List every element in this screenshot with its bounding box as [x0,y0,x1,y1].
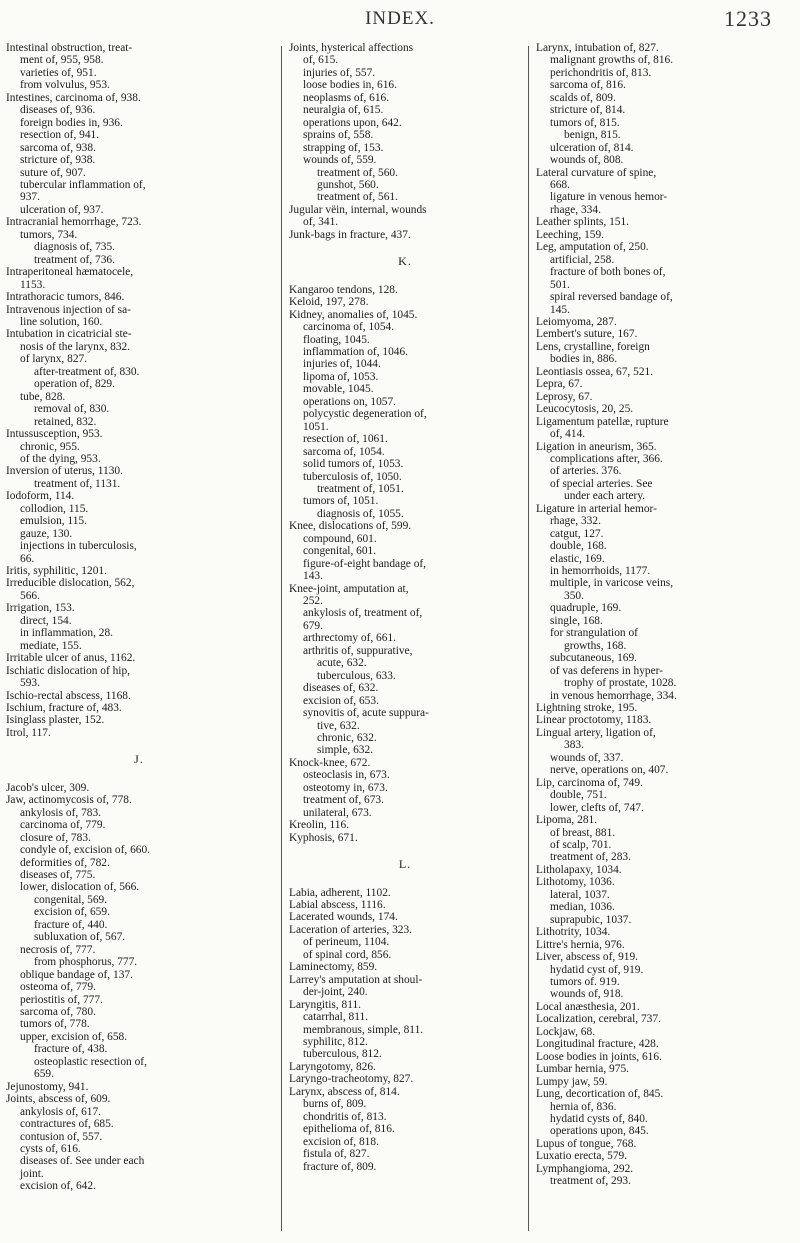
index-entry: Lupus of tongue, 768. [536,1137,637,1150]
index-subentry: single, 168. [550,614,603,627]
index-column-1 [6,42,272,1237]
index-entry: Ligation in aneurism, 365. [536,440,657,453]
index-subentry: fracture of, 440. [34,918,108,931]
index-entry: Littre's hernia, 976. [536,938,625,951]
index-entry: Longitudinal fracture, 428. [536,1038,659,1051]
index-subentry: treatment of, 561. [317,191,398,204]
index-subentry: from phosphorus, 777. [34,956,138,969]
index-subentry: sarcoma of, 816. [550,79,626,92]
index-subentry: simple, 632. [317,744,374,757]
index-subentry: ment of, 955, 958. [20,54,104,67]
index-entry: Lingual artery, ligation of, [536,726,656,739]
index-entry: Lumbar hernia, 975. [536,1063,629,1076]
index-entry: Luxatio erecta, 579. [536,1150,628,1163]
index-entry: Lacerated wounds, 174. [289,911,398,924]
index-subentry: double, 168. [550,540,607,553]
index-subentry: chronic, 632. [317,732,377,745]
index-entry: Local anæsthesia, 201. [536,1000,640,1013]
index-subentry: operations on, 1057. [303,395,397,408]
index-subentry: chronic, 955. [20,440,80,453]
index-entry: Lithotrity, 1034. [536,926,611,939]
index-entry: Intrathoracic tumors, 846. [6,291,125,304]
index-subentry: congenital, 601. [303,545,377,558]
index-entry: Ligamentum patellæ, rupture [536,415,669,428]
index-subentry: ankylosis of, treatment of, [303,607,423,620]
index-subentry: treatment of, 1051. [317,482,404,495]
index-subentry: of, 414. [550,428,586,441]
index-subentry: neuralgia of, 615. [303,104,384,117]
index-subentry: for strangulation of [550,627,638,640]
index-entry: Leg, amputation of, 250. [536,241,649,254]
index-subentry: hydatid cysts of, 840. [550,1112,648,1125]
index-subentry: 937. [20,191,40,204]
index-entry: Knee, dislocations of, 599. [289,520,412,533]
index-entry: Ischiatic dislocation of hip, [6,664,131,677]
index-entry: Iritis, syphilitic, 1201. [6,565,107,578]
index-subentry: acute, 632. [317,657,367,670]
index-entry: Knock-knee, 672. [289,756,371,769]
index-entry: Lithotomy, 1036. [536,876,615,889]
index-entry: Larrey's amputation at shoul- [289,973,423,986]
index-subentry: joint. [20,1167,44,1180]
index-subentry: after-treatment of, 830. [34,365,140,378]
index-entry: Jugular vëin, internal, wounds [289,203,427,216]
index-entry: Jejunostomy, 941. [6,1080,89,1093]
index-subentry: tuberculosis of, 1050. [303,470,402,483]
index-subentry: spiral reversed bandage of, [550,291,673,304]
index-subentry: quadruple, 169. [550,602,622,615]
index-entry: Irreducible dislocation, 562, [6,577,135,590]
index-entry: Intestines, carcinoma of, 938. [6,91,141,104]
index-subentry: rhage, 332. [550,515,601,528]
index-entry: Irrigation, 153. [6,602,75,615]
index-subentry: 143. [303,570,323,583]
index-subentry: benign, 815. [564,129,621,142]
section-letter: J. [134,752,144,767]
index-entry: Labia, adherent, 1102. [289,886,391,899]
index-subentry: arthritis of, suppurative, [303,644,413,657]
index-subentry: mediate, 155. [20,639,82,652]
index-subentry: nerve, operations on, 407. [550,764,669,777]
index-entry: Larynx, abscess of, 814. [289,1085,400,1098]
index-subentry: under each artery. [564,490,646,503]
index-subentry: treatment of, 283. [550,851,631,864]
index-column-3 [536,42,788,1237]
index-subentry: subcutaneous, 169. [550,652,637,665]
index-subentry: burns of, 809. [303,1098,367,1111]
index-subentry: osteotomy in, 673. [303,781,388,794]
index-subentry: artificial, 258. [550,253,615,266]
index-subentry: scalds of, 809. [550,91,616,104]
column-divider [281,46,282,1231]
index-subentry: of, 341. [303,216,339,229]
index-subentry: excision of, 653. [303,694,379,707]
index-subentry: from volvulus, 953. [20,79,110,92]
index-subentry: of spinal cord, 856. [303,948,392,961]
index-subentry: hydatid cyst of, 919. [550,963,644,976]
index-subentry: condyle of, excision of, 660. [20,844,151,857]
index-entry: Localization, cerebral, 737. [536,1013,661,1026]
index-subentry: treatment of, 1131. [34,477,121,490]
index-entry: Iodoform, 114. [6,490,75,503]
index-subentry: chondritis of, 813. [303,1110,387,1123]
index-subentry: diseases of. See under each [20,1155,145,1168]
index-entry: Lens, crystalline, foreign [536,340,650,353]
index-subentry: retained, 832. [34,415,97,428]
index-entry: Leiomyoma, 287. [536,315,617,328]
index-entry: Kyphosis, 671. [289,831,358,844]
index-entry: Kreolin, 116. [289,819,350,832]
index-subentry: catgut, 127. [550,527,604,540]
index-subentry: lipoma of, 1053. [303,370,379,383]
index-subentry: excision of, 642. [20,1180,96,1193]
index-subentry: floating, 1045. [303,333,370,346]
index-subentry: of the dying, 953. [20,452,101,465]
index-subentry: treatment of, 673. [303,794,384,807]
index-subentry: operations upon, 642. [303,116,402,129]
index-subentry: 1051. [303,420,329,433]
column-divider [528,46,529,1231]
index-entry: Kidney, anomalies of, 1045. [289,308,418,321]
index-subentry: diseases of, 936. [20,104,96,117]
index-subentry: wounds of, 559. [303,154,377,167]
index-subentry: periostitis of, 777. [20,993,103,1006]
index-subentry: tumors of. 919. [550,975,620,988]
index-subentry: median, 1036. [550,901,615,914]
index-subentry: ulceration of, 814. [550,141,634,154]
index-entry: Laryngotomy, 826. [289,1060,376,1073]
index-entry: Leeching, 159. [536,228,605,241]
index-subentry: osteoma of, 779. [20,981,96,994]
index-subentry: upper, excision of, 658. [20,1030,128,1043]
index-subentry: nosis of the larynx, 832. [20,340,131,353]
running-title: INDEX. [365,8,435,29]
index-subentry: 1153. [20,278,46,291]
index-entry: Intubation in cicatricial ste- [6,328,132,341]
index-subentry: sarcoma of, 1054. [303,445,385,458]
index-subentry: direct, 154. [20,614,72,627]
index-entry: Ligature in arterial hemor- [536,502,657,515]
index-subentry: diseases of, 632. [303,682,379,695]
index-entry: Laminectomy, 859. [289,961,378,974]
index-entry: Larynx, intubation of, 827. [536,42,659,54]
index-subentry: injections in tuberculosis, [20,540,137,553]
index-subentry: lateral, 1037. [550,888,610,901]
index-subentry: diagnosis of, 735. [34,241,115,254]
index-entry: Intraperitoneal hæmatocele, [6,266,134,279]
index-subentry: injuries of, 557. [303,66,376,79]
index-entry: Labial abscess, 1116. [289,899,386,911]
index-subentry: compound, 601. [303,532,377,545]
index-subentry: gunshot, 560. [317,178,379,191]
index-subentry: injuries of, 1044. [303,358,381,371]
index-subentry: tive, 632. [317,719,360,732]
index-subentry: excision of, 818. [303,1135,379,1148]
index-subentry: 350. [564,589,584,602]
index-subentry: wounds of, 808. [550,154,624,167]
index-subentry: of arteries. 376. [550,465,622,478]
page-header [0,0,800,40]
index-entry: Leontiasis ossea, 67, 521. [536,365,654,378]
index-subentry: growths, 168. [564,639,627,652]
index-subentry: rhage, 334. [550,203,601,216]
index-entry: Lightning stroke, 195. [536,702,638,715]
index-subentry: synovitis of, acute suppura- [303,707,429,720]
index-entry: Lip, carcinoma of, 749. [536,776,643,789]
index-entry: Laryngitis, 811. [289,998,362,1011]
index-entry: Inversion of uterus, 1130. [6,465,123,478]
index-subentry: stricture of, 814. [550,104,626,117]
index-subentry: collodion, 115. [20,502,89,515]
index-entry: Lembert's suture, 167. [536,328,638,341]
index-subentry: syphilitc, 812. [303,1035,368,1048]
index-entry: Leucocytosis, 20, 25. [536,403,634,416]
index-subentry: diseases of, 775. [20,869,96,881]
index-subentry: membranous, simple, 811. [303,1023,424,1036]
index-entry: Jaw, actinomycosis of, 778. [6,794,132,807]
index-entry: Intracranial hemorrhage, 723. [6,216,142,229]
index-subentry: cysts of, 616. [20,1142,81,1155]
index-column-2 [289,42,521,1237]
index-entry: Leather splints, 151. [536,216,630,229]
index-subentry: deformities of, 782. [20,856,110,869]
index-subentry: 593. [20,677,40,690]
index-subentry: epithelioma of, 816. [303,1123,395,1136]
index-subentry: operations upon, 845. [550,1125,649,1138]
index-subentry: bodies in, 886. [550,353,618,366]
index-entry: Keloid, 197, 278. [289,296,369,309]
index-subentry: sarcoma of, 938. [20,141,96,154]
index-subentry: 501. [550,278,570,291]
index-subentry: resection of, 941. [20,129,100,142]
index-subentry: solid tumors of, 1053. [303,458,404,471]
index-entry: Irritable ulcer of anus, 1162. [6,652,136,665]
index-subentry: fracture of both bones of, [550,266,666,279]
index-subentry: tumors of, 815. [550,116,620,129]
index-entry: Ischium, fracture of, 483. [6,702,122,715]
index-entry: Kangaroo tendons, 128. [289,283,398,296]
index-subentry: of, 615. [303,54,339,67]
index-subentry: catarrhal, 811. [303,1011,369,1024]
index-entry: Laceration of arteries, 323. [289,923,413,936]
index-subentry: in venous hemorrhage, 334. [550,689,677,702]
index-subentry: resection of, 1061. [303,433,388,446]
index-subentry: loose bodies in, 616. [303,79,397,92]
index-entry: Leprosy, 67. [536,390,593,403]
index-entry: Lepra, 67. [536,378,583,391]
index-subentry: closure of, 783. [20,831,91,844]
index-subentry: treatment of, 560. [317,166,398,179]
index-subentry: treatment of, 736. [34,253,115,266]
index-entry: Litholapaxy, 1034. [536,863,622,876]
index-entry: Ischio-rectal abscess, 1168. [6,689,131,702]
index-entry: Lung, decortication of, 845. [536,1088,664,1101]
index-subentry: unilateral, 673. [303,806,372,819]
index-subentry: of scalp, 701. [550,839,612,851]
index-subentry: sarcoma of, 780. [20,1005,96,1018]
index-entry: Joints, abscess of, 609. [6,1093,111,1106]
index-entry: Intussusception, 953. [6,428,103,441]
index-subentry: tube, 828. [20,390,66,403]
index-subentry: varieties of, 951. [20,66,97,79]
index-entry: Lipoma, 281. [536,814,598,827]
index-subentry: emulsion, 115. [20,515,87,528]
index-subentry: operation of, 829. [34,378,115,391]
index-subentry: 145. [550,303,570,316]
index-entry: Lateral curvature of spine, [536,166,657,179]
index-subentry: fracture of, 438. [34,1043,108,1056]
index-subentry: carcinoma of, 779. [20,819,106,832]
index-subentry: der-joint, 240. [303,986,368,999]
index-subentry: lower, clefts of, 747. [550,801,644,814]
index-subentry: osteoclasis in, 673. [303,769,390,782]
index-subentry: suprapubic, 1037. [550,913,632,926]
index-subentry: stricture of, 938. [20,154,96,167]
index-entry: Junk-bags in fracture, 437. [289,228,411,241]
index-entry: Lumpy jaw, 59. [536,1075,608,1088]
index-subentry: multiple, in varicose veins, [550,577,674,590]
index-entry: Joints, hysterical affections [289,42,414,54]
index-subentry: oblique bandage of, 137. [20,968,133,981]
index-entry: Laryngo-tracheotomy, 827. [289,1073,414,1086]
index-subentry: ankylosis of, 783. [20,806,101,819]
section-letter: L. [398,857,412,872]
index-subentry: fracture of, 809. [303,1160,377,1173]
index-subentry: 66. [20,552,35,565]
index-subentry: osteoplastic resection of, [34,1055,147,1068]
index-subentry: contractures of, 685. [20,1118,114,1131]
index-subentry: contusion of, 557. [20,1130,103,1143]
index-subentry: neoplasms of, 616. [303,91,390,104]
index-subentry: inflammation of, 1046. [303,345,409,358]
index-subentry: carcinoma of, 1054. [303,321,395,334]
index-subentry: perichondritis of, 813. [550,66,652,79]
index-subentry: tumors, 734. [20,228,78,241]
index-subentry: 679. [303,619,323,632]
index-subentry: foreign bodies in, 936. [20,116,123,129]
index-subentry: ankylosis of, 617. [20,1105,101,1118]
index-subentry: excision of, 659. [34,906,110,919]
index-entry: Itrol, 117. [6,726,51,739]
index-entry: Intestinal obstruction, treat- [6,42,133,54]
index-subentry: complications after, 366. [550,452,663,465]
index-subentry: 566. [20,589,40,602]
index-subentry: trophy of prostate, 1028. [564,677,677,690]
index-entry: Loose bodies in joints, 616. [536,1050,662,1063]
index-subentry: of breast, 881. [550,826,616,839]
index-subentry: ulceration of, 937. [20,203,104,216]
index-subentry: line solution, 160. [20,315,103,328]
index-entry: Jacob's ulcer, 309. [6,781,90,794]
index-entry: Linear proctotomy, 1183. [536,714,652,727]
index-subentry: of perineum, 1104. [303,936,390,949]
index-subentry: strapping of, 153. [303,141,384,154]
index-subentry: wounds of, 337. [550,751,624,764]
index-entry: Isinglass plaster, 152. [6,714,105,727]
index-subentry: of vas deferens in hyper- [550,664,663,677]
index-subentry: gauze, 130. [20,527,73,540]
index-subentry: polycystic degeneration of, [303,408,427,421]
index-subentry: diagnosis of, 1055. [317,507,404,520]
index-subentry: tuberculous, 633. [317,669,396,682]
index-subentry: elastic, 169. [550,552,605,565]
index-entry: Intravenous injection of sa- [6,303,131,316]
index-subentry: in hemorrhoids, 1177. [550,565,651,578]
index-subentry: of special arteries. See [550,477,653,490]
index-subentry: figure-of-eight bandage of, [303,557,427,570]
index-subentry: hernia of, 836. [550,1100,617,1113]
index-subentry: ligature in venous hemor- [550,191,668,204]
page-number: 1233 [724,6,772,31]
index-subentry: tuberculous, 812. [303,1048,382,1061]
index-subentry: fistula of, 827. [303,1148,370,1161]
index-entry: Knee-joint, amputation at, [289,582,409,595]
index-subentry: 383. [564,739,584,752]
index-subentry: tumors of, 1051. [303,495,379,508]
index-entry: Lymphangioma, 292. [536,1162,634,1175]
index-subentry: 659. [34,1068,54,1081]
index-subentry: congenital, 569. [34,893,108,906]
index-subentry: suture of, 907. [20,166,86,179]
index-subentry: of larynx, 827. [20,353,88,366]
index-subentry: 668. [550,178,570,191]
index-subentry: malignant growths of, 816. [550,54,674,67]
section-letter: K. [398,254,412,269]
index-subentry: lower, dislocation of, 566. [20,881,140,894]
index-entry: Liver, abscess of, 919. [536,951,639,964]
index-subentry: in inflammation, 28. [20,627,114,640]
index-subentry: tumors of, 778. [20,1018,90,1031]
index-subentry: double, 751. [550,789,607,802]
index-subentry: tubercular inflammation of, [20,178,146,191]
index-subentry: movable, 1045. [303,383,374,396]
index-subentry: sprains of, 558. [303,129,374,142]
index-subentry: treatment of, 293. [550,1175,631,1188]
index-subentry: subluxation of, 567. [34,931,126,944]
index-subentry: arthrectomy of, 661. [303,632,396,645]
index-subentry: wounds of, 918. [550,988,624,1001]
index-entry: Lockjaw, 68. [536,1025,596,1038]
index-subentry: removal of, 830. [34,403,110,416]
index-subentry: necrosis of, 777. [20,943,96,956]
index-subentry: 252. [303,595,323,608]
